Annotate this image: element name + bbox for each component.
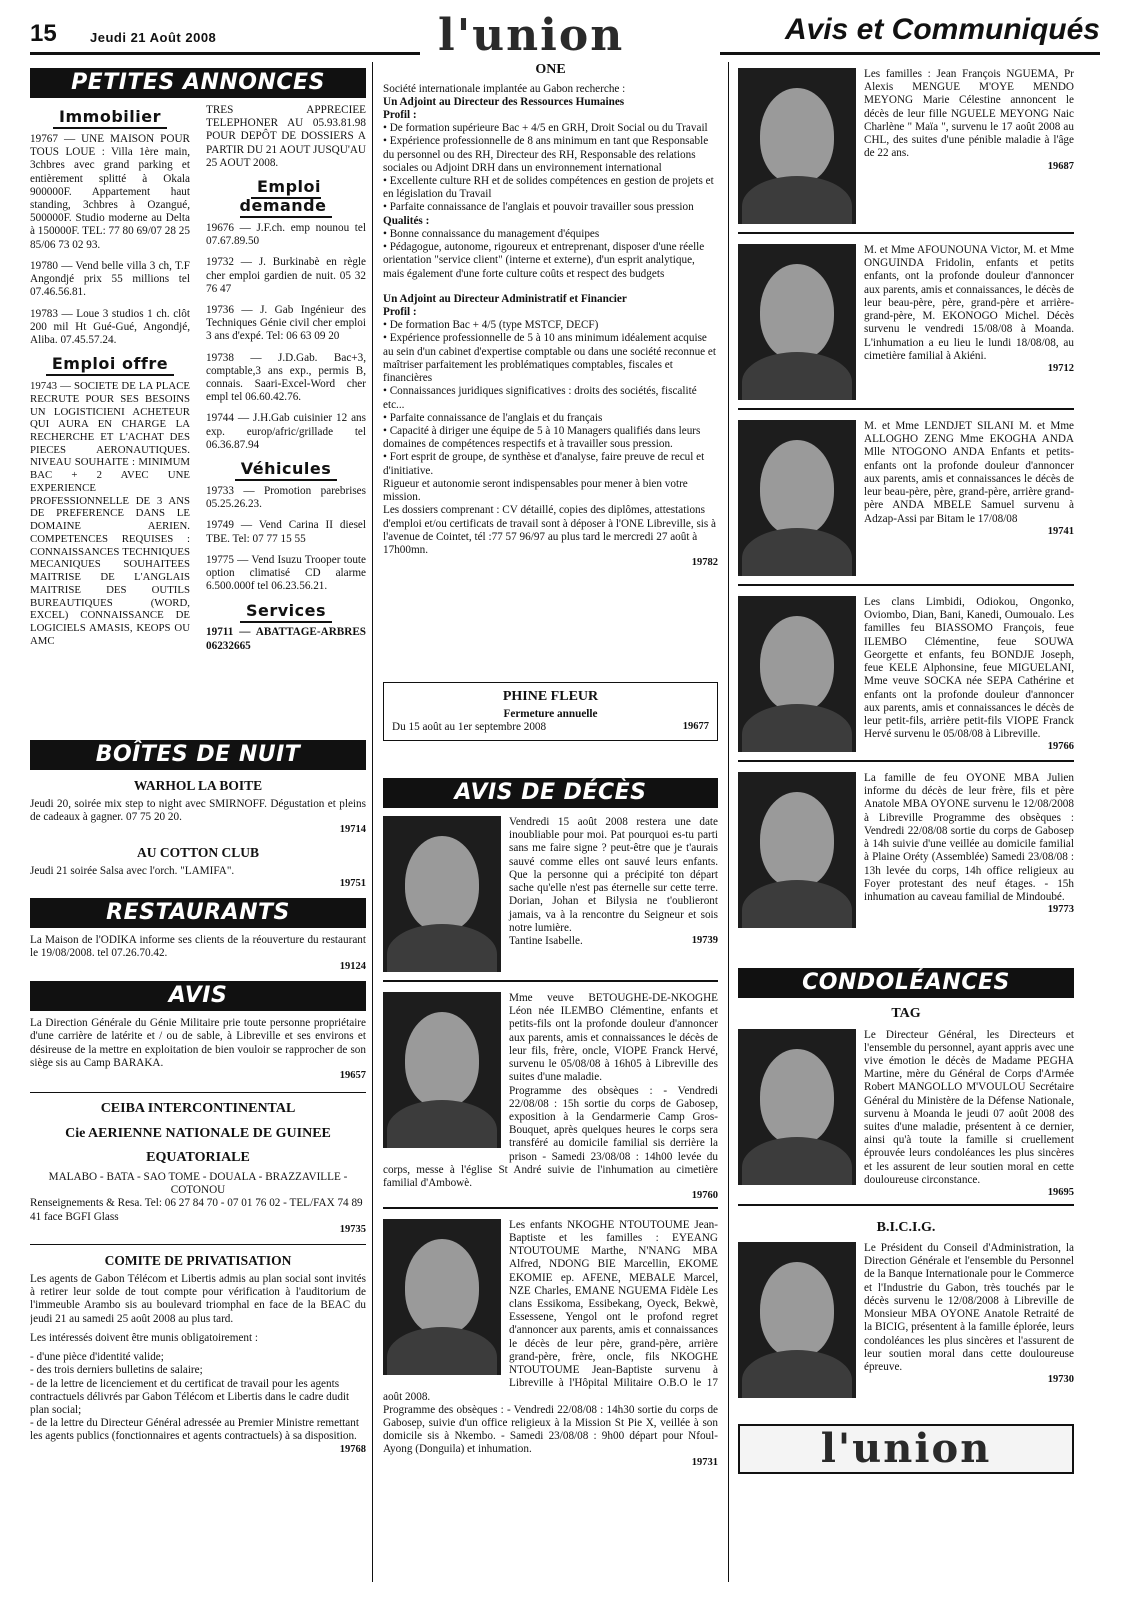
portrait-photo bbox=[383, 1219, 501, 1375]
obituary-ref: 19731 bbox=[691, 1456, 718, 1468]
obituary-signature: Tantine Isabelle. bbox=[509, 934, 583, 947]
warhol-title: WARHOL LA BOITE bbox=[133, 778, 263, 793]
obituary-ref: 19739 bbox=[691, 934, 718, 946]
portrait-photo bbox=[738, 244, 856, 400]
ad-19775: 19775 — Vend Isuzu Trooper toute option climatisé CD alarme 6.500.000f tel 06.23.56.21. bbox=[206, 553, 366, 593]
obituary-text: Les clans Limbidi, Odiokou, Ongonko, Oviombo, Dian, Bani, Kanedi, Oumoualo. Les familles feu BIASSOMO François, feue ILEMBO Clémentine, feue SOUWA Georgette et enfants, feu BONDJE Joseph, feue KELE Alphonsine, feue MIGUELANI, Mme veuve SOCKA née SEPA Cathérine et enfants ont la profonde douleur d'annoncer aux parents, amis et connaissances le décès de leur petit-fils, arrière petit-fils VIOPE Franck Hervé survenu le 05/08/08 à Libreville. bbox=[864, 596, 1074, 741]
obituary-19760 bbox=[383, 988, 718, 1209]
obituary-19731 bbox=[383, 1215, 718, 1473]
obituary-ref: 19712 bbox=[1047, 362, 1074, 374]
phine-box bbox=[383, 682, 718, 741]
portrait-photo bbox=[738, 1029, 856, 1185]
footer-logo: l'union bbox=[738, 1424, 1074, 1474]
emploi-demande-heading bbox=[206, 178, 366, 216]
obituary-ref: 19687 bbox=[1047, 160, 1074, 172]
phine-title: PHINE FLEUR bbox=[502, 689, 599, 704]
vehicules-label: Véhicules bbox=[235, 459, 337, 481]
phine-ref: 19677 bbox=[682, 720, 709, 732]
one-qual-item: • Bonne connaissance du management d'équipes bbox=[383, 227, 600, 240]
comite-ref: 19768 bbox=[339, 1443, 366, 1455]
one-pos2-item: • Fort esprit de groupe, de synthèse et d'analyse, faire preuve de recul et d'initiative. bbox=[383, 451, 705, 477]
avis-header: AVIS bbox=[30, 981, 366, 1011]
avis-genie-text: La Direction Générale du Génie Militaire prie toute personne propriétaire d'une carrière de latérite et / ou de sable, à Libreville et ses environs et désireuse de la mettre en exploitation de bien vouloir se rapprocher de son siège sis au Camp BARAKA. bbox=[30, 1017, 366, 1069]
ad-19767: 19767 — UNE MAISON POUR TOUS LOUE : Villa 1ère main, 3chbres avec grand parking et entièrement splitté à Okala 900000F. Appartement haut standing, 3chbres à Ozangué, 500000F. Studio moderne au Delta à 150000F. TEL: 77 80 69/07 28 25 85/06 73 02 93. bbox=[30, 132, 190, 251]
warhol-ref: 19714 bbox=[339, 824, 366, 836]
ad-19749: 19749 — Vend Carina II diesel TBE. Tel: 07 77 15 55 bbox=[206, 519, 366, 545]
restaurants-ref: 19124 bbox=[339, 960, 366, 972]
one-profil-label-2: Profil : bbox=[383, 306, 417, 319]
ad-19733: 19733 — Promotion parebrises 05.25.26.23. bbox=[206, 485, 366, 511]
obituary-footer bbox=[509, 935, 718, 948]
condoleances-section bbox=[738, 968, 1074, 1582]
one-position-1: Un Adjoint au Directeur des Ressources Humaines bbox=[383, 95, 625, 108]
emploi-demande-label: Emploi demande bbox=[240, 177, 333, 218]
masthead bbox=[30, 10, 1100, 61]
warhol-text: Jeudi 20, soirée mix step to night avec SMIRNOFF. Dégustation et pleins de cadeaux à gagner. 07 75 20 20. bbox=[30, 797, 366, 824]
phine-line bbox=[392, 721, 709, 734]
ad-19732: 19732 — J. Burkinabè en règle cher emploi gardien de nuit. 05 32 76 47 bbox=[206, 256, 366, 295]
restaurants-text: La Maison de l'ODIKA informe ses clients de la réouverture du restaurant le 19/08/2008. tel 07.26.70.42. bbox=[30, 934, 366, 960]
right-obituaries bbox=[738, 64, 1074, 962]
cotton-ref: 19751 bbox=[339, 877, 366, 889]
ad-19711: 19711 — ABATTAGE-ARBRES 06232665 bbox=[206, 626, 366, 652]
avis-genie-ref: 19657 bbox=[339, 1069, 366, 1081]
condoleances-header: CONDOLÉANCES bbox=[738, 968, 1074, 998]
comite-item: - d'une pièce d'identité valide; bbox=[30, 1351, 164, 1364]
obituary-program: Programme des obsèques : - Vendredi 22/08/08 : 15h sortie du corps de Gabosep, exposition à la Gendarmerie Camp Gros-Bouquet, après quelques heures le corps sera transféré au domicile familial sis derrière la prison - Samedi 23/08/08 : 14h00 levée du corps, messe à l'église St André suivie de l'inhumation au cimetière familial d'Ambowè. bbox=[383, 1084, 718, 1190]
obituary-19687 bbox=[738, 64, 1074, 234]
obituary-19773 bbox=[738, 768, 1074, 936]
header-rule-left bbox=[30, 52, 420, 55]
obituary-ref: 19760 bbox=[691, 1190, 718, 1202]
emploi-offre-label: Emploi offre bbox=[46, 354, 174, 376]
comite-text: Les agents de Gabon Télécom et Libertis admis au plan social sont invités à retirer leur solde de tout compte pour vérification à l'auditorium de l'immeuble Arambo sis au boulevard triomphal en face de la BEAC du jeudi 21 au samedi 25 août 2008 au plus tard. bbox=[30, 1273, 366, 1325]
ad-19743: 19743 — SOCIETE DE LA PLACE RECRUTE POUR SES BESOINS UN LOGISTICIENI ACHETEUR QUI AURA EN CHARGE LA RECHERCHE ET L'ACHAT DES PIECES AERONAUTIQUES. NIVEAU SOUHAITE : MINIMUM BAC + 2 AVEC UNE EXPERIENCE PROFESSIONNELLE DE 3 ANS DE PREFERENCE DANS LE DOMAINE AERIEN. COMPETENCES REQUISES : CONNAISSANCES TECHNIQUES MECANIQUES SOUHAITEES MAITRISE DE L'ANGLAIS MAITRISE DES OUTILS BUREAUTIQUES (WORD, EXCEL) CONNAISSANCE DE LOGICIELS AMASIS, KEOPS OU AMC bbox=[30, 380, 190, 647]
one-rigueur: Rigueur et autonomie seront indispensables pour mener à bien votre mission. bbox=[383, 477, 688, 504]
emploi-offre-heading bbox=[30, 355, 190, 374]
comite-ad bbox=[30, 1244, 366, 1456]
one-pos1-item: • De formation supérieure Bac + 4/5 en GRH, Droit Social ou du Travail bbox=[383, 122, 708, 135]
ceiba-routes: MALABO - BATA - SAO TOME - DOUALA - BRAZZAVILLE - COTONOU bbox=[48, 1170, 348, 1197]
obituary-19741 bbox=[738, 416, 1074, 586]
petites-annonces-header: PETITES ANNONCES bbox=[30, 68, 366, 98]
one-pos1-item: • Expérience professionnelle de 8 ans minimum en tant que Responsable du personnel ou des RH, Directeur des RH, Responsable des relations sociales ou Adjoint DRH dans un environnement international bbox=[383, 135, 709, 174]
ad-19676: 19676 — J.F.ch. emp nounou tel 07.67.89.50 bbox=[206, 221, 366, 248]
obituary-program: Programme des obsèques : - Vendredi 22/08/08 : 14h30 sortie du corps de Gabosep, suivie d'un office religieux à la Mission St Pie X, veillée à son domicile sis à Nkembo. - Samedi 23/08/08 : 9h00 départ pour Nfoul-Ayong (Donguila) et inhumation. bbox=[383, 1403, 718, 1456]
phine-sub: Fermeture annuelle bbox=[503, 707, 598, 720]
condolence-tag bbox=[738, 998, 1074, 1206]
boites-de-nuit-header: BOÎTES DE NUIT bbox=[30, 740, 366, 770]
immobilier-label: Immobilier bbox=[53, 107, 167, 129]
column-divider bbox=[372, 62, 373, 1582]
ad-19738: 19738 — J.D.Gab. Bac+3, comptable,3 ans exp., permis B, connais. Saari-Excel-Word cher empl tel 06.60.42.76. bbox=[206, 351, 366, 404]
condolence-bicig bbox=[738, 1212, 1074, 1407]
ceiba-title-2: Cie AERIENNE NATIONALE DE GUINEE bbox=[65, 1125, 331, 1141]
one-intro: Société internationale implantée au Gabon recherche : bbox=[383, 82, 626, 95]
portrait-photo bbox=[738, 420, 856, 576]
petites-annonces-section bbox=[30, 68, 366, 736]
obituary-19712 bbox=[738, 240, 1074, 410]
restaurants-header: RESTAURANTS bbox=[30, 898, 366, 928]
petites-subcol-right bbox=[206, 104, 366, 661]
newspaper-logo: l'union bbox=[438, 10, 625, 61]
column-divider bbox=[728, 62, 729, 1582]
one-qualites-label: Qualités : bbox=[383, 214, 430, 227]
avis-de-deces-section bbox=[383, 778, 718, 1584]
one-pos2-item: • De formation Bac + 4/5 (type MSTCF, DECF) bbox=[383, 319, 599, 332]
one-title: ONE bbox=[535, 62, 566, 77]
services-heading bbox=[206, 602, 366, 621]
ceiba-ref: 19735 bbox=[339, 1223, 366, 1235]
one-pos2-item: • Expérience professionnelle de 5 à 10 ans minimum idéalement acquise au sein d'un cabinet d'expertise comptable ou dans une société reconnue et maîtriser parfaitement les problématiques comptables, fiscales et financières bbox=[383, 332, 717, 385]
one-pos2-item: • Parfaite connaissance de l'anglais et du français bbox=[383, 411, 603, 424]
ad-19744: 19744 — J.H.Gab cuisinier 12 ans exp. europ/afric/grillade tel 06.36.87.94 bbox=[206, 412, 366, 451]
vehicules-heading bbox=[206, 460, 366, 479]
header-rule-right bbox=[720, 52, 1100, 55]
obituary-ref: 19773 bbox=[1047, 904, 1074, 916]
ad-19736: 19736 — J. Gab Ingénieur des Techniques Génie civil cher emploi 3 ans d'expé. Tel: 06 63 09 20 bbox=[206, 303, 366, 343]
one-qual-item: • Pédagogue, autonome, rigoureux et entreprenant, disposer d'une réelle orientation "service client" (interne et externe), d'un esprit analytique, mais également d'une forte culture coûts et respect des budgets bbox=[383, 241, 705, 280]
condolence-text: Le Président du Conseil d'Administration, la Direction Générale et l'ensemble du Personnel de la Banque Internationale pour le Commerce et l'Industrie du Gabon, très touchés par le décès survenu le 12/08/2008 à Libreville de Monsieur MBA OYONE Anatole Retraité de la BICIG, présentent à la famille éplorée, leurs condoléances les plus sincères et l'assurent de leur soutien moral dans cette douloureuse épreuve. bbox=[864, 1242, 1074, 1373]
ceiba-title-1: CEIBA INTERCONTINENTAL bbox=[100, 1101, 296, 1117]
services-label: Services bbox=[240, 601, 332, 623]
phine-fleur-ad bbox=[383, 676, 718, 754]
obituary-text: M. et Mme AFOUNOUNA Victor, M. et Mme ONGUINDA Fridolin, enfants et petits enfants, ont la profonde douleur d'annoncer aux parents, amis et connaissances, le décès de leur beau-père, père, grand-père et arrière-grand-père, M. EKONOGO Michel. Décès survenu le vendredi 15/08/08 à Moanda. L'inhumation a eu lieu le lundi 18/08/08, au cimetière familial à Akiéni. bbox=[864, 244, 1074, 362]
condolence-text: Le Directeur Général, les Directeurs et l'ensemble du personnel, ayant appris avec une vive émotion le décès de Madame PEGHA Martine, mère du Général de Corps d'Armée Robert MANGOLLO M'VOULOU Secrétaire Général du Ministère de la Défense Nationale, survenu à Moanda le jeudi 07 août 2008 des suites d'une maladie, présentent à ce dernier, ainsi qu'à toute la famille si cruellement éprouvée leurs condoléances les plus sincères et les assurent de leur soutien moral en cette douloureuse circonstance. bbox=[864, 1028, 1074, 1186]
portrait-photo bbox=[383, 816, 501, 972]
one-profil-label: Profil : bbox=[383, 108, 417, 121]
ad-19780: 19780 — Vend belle villa 3 ch, T.F Angondjé prix 55 millions tel 07.46.56.81. bbox=[30, 259, 190, 299]
ad-19783: 19783 — Loue 3 studios 1 ch. clôt 200 mil Ht Gué-Gué, Angondjé, Aliba. 07.45.57.24. bbox=[30, 307, 190, 346]
one-pos2-item: • Connaissances juridiques significatives : droits des sociétés, fiscalité etc... bbox=[383, 385, 697, 411]
comite-item: - des trois derniers bulletins de salaire; bbox=[30, 1364, 203, 1377]
cotton-title: AU COTTON CLUB bbox=[136, 844, 260, 860]
comite-item: - de la lettre du Directeur Général adressée au Premier Ministre remettant les agents publics (fonctionnaires et agents contractuels) à sa disposition. bbox=[30, 1417, 359, 1443]
avis-de-deces-header: AVIS DE DÉCÈS bbox=[383, 778, 718, 808]
page-number: 15 bbox=[30, 20, 57, 47]
obituary-text: Les familles : Jean François NGUEMA, Pr Alexis MENGUE M'OYE MENDO MEYONG Marie Célestine annoncent le décès de leur fille NGUELE MEYONG Naic Charlène " Maïa ", survenu le 17 août 2008 au CHL, des suites d'une pénible maladie à l'âge de 22 ans. bbox=[864, 68, 1074, 160]
one-ad bbox=[383, 62, 718, 662]
obituary-text: Vendredi 15 août 2008 restera une date inoubliable pour moi. Pat pourquoi es-tu parti sans me faire signe ? peut-être que je t'aurais sauvé comme elles ont sauvé leurs enfants. Que la personne qui a précipité ton départ sache qu'elle n'est pas éternelle sur cette terre. Dorian, Johan et Bilysia ne t'oublieront jamais, va à la rencontre du Seigneur et sois notre lumière. bbox=[509, 816, 718, 934]
comite-title: COMITE DE PRIVATISATION bbox=[104, 1253, 292, 1269]
condolence-ref: 19695 bbox=[1047, 1187, 1074, 1199]
one-pos2-item: • Capacité à diriger une équipe de 5 à 10 Managers qualifiés dans leurs domaines de compétences respectifs et à travailler sous pression. bbox=[383, 424, 701, 451]
comite-list bbox=[30, 1351, 366, 1444]
obituary-text: La famille de feu OYONE MBA Julien informe du décès de leur frère, fils et père Anatole MBA OYONE survenu le 12/08/2008 à Libreville Programme des obsèques : Vendredi 22/08/08 sortie du corps de Gabosep à 14h suivie d'une veillée au domicile familial à Plaine Oréty (Assemblée) Samedi 23/08/08 : 13h levée du corps, 14h office religieux au Foyer protestant des neuf étages. - 15h inhumation au caveau familial de Mindoubé. bbox=[864, 772, 1074, 903]
portrait-photo bbox=[738, 772, 856, 928]
one-dossiers: Les dossiers comprenant : CV détaillé, copies des diplômes, attestations d'emploi et/ou certificats de travail sont à déposer à l'ONE Libreville, sis à l'avenue de Cointet, tél :77 57 96/97 au plus tard le mercredi 27 août à 17h00mn. bbox=[383, 504, 717, 556]
left-lower-section bbox=[30, 740, 366, 1580]
one-position-2: Un Adjoint au Directeur Administratif et Financier bbox=[383, 292, 627, 305]
condolence-tag-title: TAG bbox=[891, 1006, 921, 1021]
issue-date: Jeudi 21 Août 2008 bbox=[90, 30, 217, 45]
condolence-ref: 19730 bbox=[1047, 1374, 1074, 1386]
one-pos1-item: • Excellente culture RH et de solides compétences en gestion de projets et en législation du Travail bbox=[383, 175, 714, 201]
obituary-text: Les enfants NKOGHE NTOUTOUME Jean-Baptiste et les familles : EYEANG NTOUTOUME Marthe, N'NANG MBA Alfred, NDONG BIE Marcellin, EKOME EKOMIE ep. AFENE, MEBALE Marcel, NZE Charles, EMANE NGUEMA Fidèle Les clans Essikoma, Essibekang, Oyeck, Bekwè, Essessene, Yengol ont le profond regret d'annoncer aux parents, amis et connaissances le décès de leur père, grand-père, arrière grand-père, frère, oncle, fils NKOGHE NTOUTOUME Jean-Baptiste survenu à Libreville à l'Hôpital Militaire O.B.O le 17 août 2008. bbox=[383, 1218, 718, 1403]
ceiba-contact: Renseignements & Resa. Tel: 06 27 84 70 - 07 01 76 02 - TEL/FAX 74 89 41 face BGFI Glass bbox=[30, 1197, 363, 1223]
immobilier-heading bbox=[30, 108, 190, 127]
portrait-photo bbox=[383, 992, 501, 1148]
comite-item: - de la lettre de licenciement et du certificat de travail pour les agents contractuels délivrés par Gabon Télécom et Libertis dans le cadre dudit plan social; bbox=[30, 1377, 350, 1416]
phine-text: Du 15 août au 1er septembre 2008 bbox=[392, 720, 547, 733]
obituary-text: Mme veuve BETOUGHE-DE-NKOGHE Léon née ILEMBO Clémentine, enfants et petits-fils ont la profonde douleur d'annoncer aux parents, amis et connaissances le décès de leur fils, frère, oncle, VIOPE Franck Hervé, survenu le 05/08/08 à 16h05 à Libreville des suites d'une maladie. bbox=[509, 992, 718, 1084]
obituary-19766 bbox=[738, 592, 1074, 762]
one-ref: 19782 bbox=[691, 557, 718, 569]
portrait-photo bbox=[738, 596, 856, 752]
obituary-ref: 19766 bbox=[1047, 741, 1074, 753]
ad-19743-continued: TRES APPRECIEE TELEPHONER AU 05.93.81.98 POUR DEPÔT DE DOSSIERS A PARTIR DU 21 AOUT JUSQU'AU 25 AOUT 2008. bbox=[206, 104, 366, 169]
ceiba-title-3: EQUATORIALE bbox=[146, 1150, 250, 1166]
obituary-19739 bbox=[383, 808, 718, 982]
portrait-photo bbox=[738, 1242, 856, 1398]
condolence-bicig-title: B.I.C.I.G. bbox=[876, 1219, 936, 1235]
ceiba-ad bbox=[30, 1092, 366, 1236]
comite-text-2: Les intéressés doivent être munis obligatoirement : bbox=[30, 1331, 259, 1344]
obituary-ref: 19741 bbox=[1047, 525, 1074, 537]
cotton-text: Jeudi 21 soirée Salsa avec l'orch. "LAMIFA". bbox=[30, 864, 235, 877]
portrait-photo bbox=[738, 68, 856, 224]
obituary-text: M. et Mme LENDJET SILANI M. et Mme ALLOGHO ZENG Mme EKOGHA ANDA Mlle NTOGONO ANDA Enfants et petits-enfants ont la profonde douleur d'annoncer aux parents, amis et connaissances le décès de leur beau-père, père, grand-père, arrière grand-père ANDA MBELE Samuel survenu à Adzap-Assi par Bitam le 17/08/08 bbox=[864, 420, 1074, 525]
petites-subcol-left bbox=[30, 104, 190, 655]
section-title: Avis et Communiqués bbox=[784, 13, 1100, 46]
one-pos1-item: • Parfaite connaissance de l'anglais et pouvoir travailler sous pression bbox=[383, 201, 694, 214]
